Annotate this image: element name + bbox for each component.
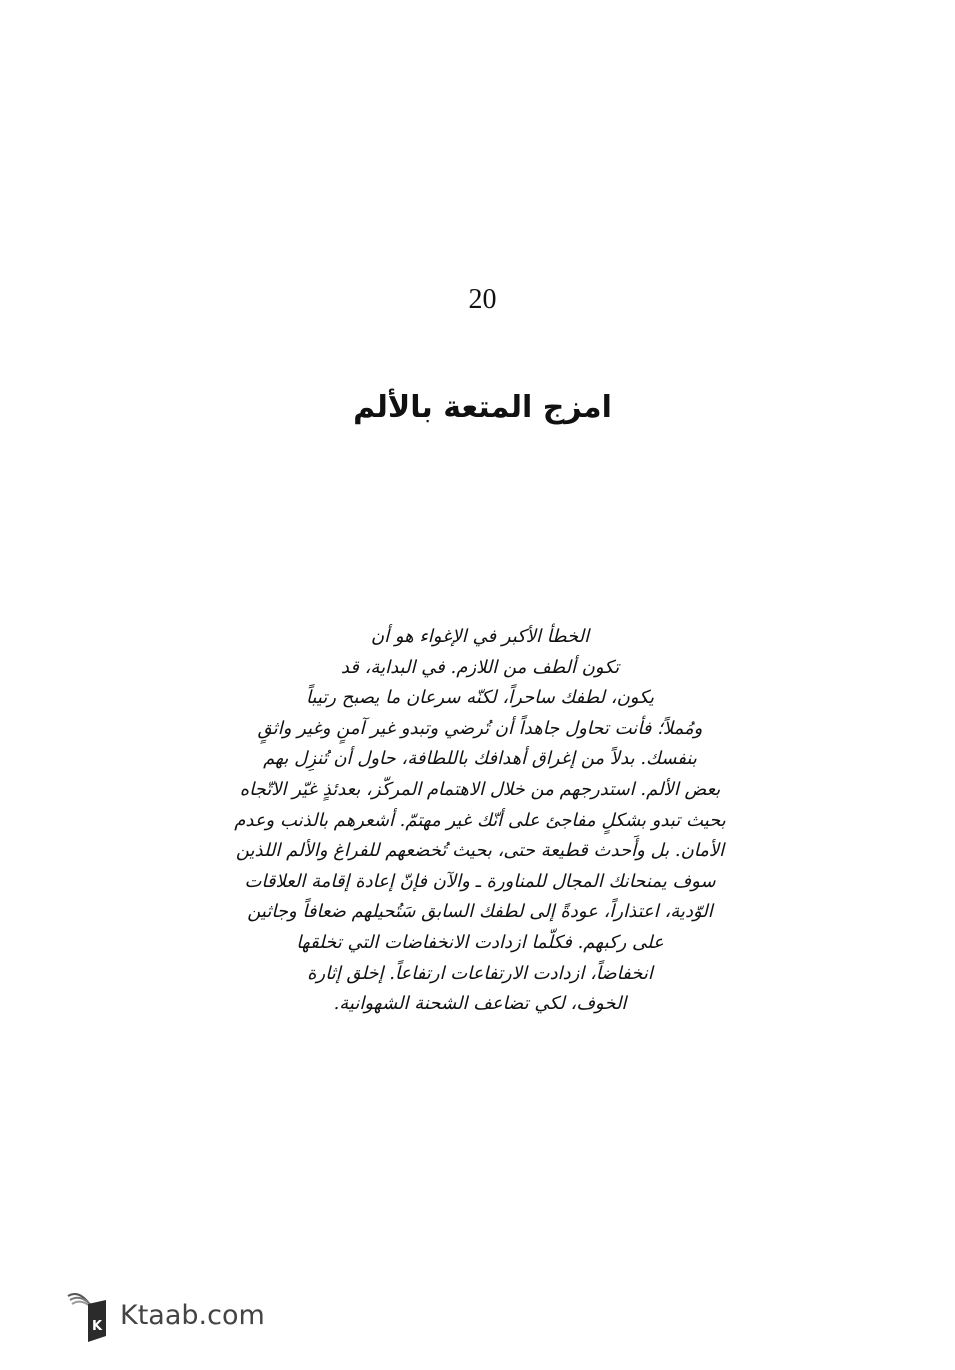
- text-line: بحيث تبدو بشكلٍ مفاجئ على أنّك غير مهتمّ. أشعرهم بالذنب وعدم: [234, 809, 726, 831]
- text-line: الأمان. بل وأَحدث قطيعة حتى، بحيث تُخضعهم للفراغ والألم اللذين: [235, 840, 725, 862]
- chapter-number: 20: [468, 284, 497, 315]
- book-icon: [66, 1290, 108, 1340]
- logo-letter: K: [91, 1319, 103, 1334]
- text-line: الوّدية، اعتذاراً، عودةً إلى لطفك السابق سَتُحيلهم ضعافاً وجاثين: [247, 901, 713, 923]
- ktaab-logo[interactable]: [66, 1290, 265, 1340]
- text-line: انخفاضاً، ازدادت الارتفاعات ارتفاعاً. إخلق إثارة: [307, 962, 653, 984]
- text-line: على ركبهم. فكلّما ازدادت الانخفاضات التي تخلقها: [296, 931, 664, 953]
- text-line: بنفسك. بدلاً من إغراق أهدافك باللطافة، حاول أن تُنزِل بهم: [263, 748, 697, 770]
- body-text: [200, 622, 760, 1020]
- text-line: بعض الألم. استدرجهم من خلال الاهتمام المركّز، بعدئذٍ غيّر الاتّجاه: [239, 778, 721, 800]
- text-line: الخوف، لكي تضاعف الشحنة الشهوانية.: [333, 993, 627, 1015]
- text-line: يكون، لطفك ساحراً، لكنّه سرعان ما يصبح رتيباً: [305, 687, 655, 709]
- site-name: Ktaab.com: [120, 1299, 265, 1331]
- text-line: سوف يمنحانك المجال للمناورة ـ والآن فإنّ إعادة إقامة العلاقات: [244, 870, 716, 892]
- chapter-title: امزج المتعة بالألم: [353, 390, 612, 425]
- text-line: ومُملاً؛ فأنت تحاول جاهداً أن تُرضي وتبدو غير آمنٍ وغير واثقٍ: [257, 717, 703, 739]
- text-line: تكون ألطف من اللازم. في البداية، قد: [340, 656, 620, 678]
- text-line: الخطأ الأكبر في الإغواء هو أن: [370, 626, 590, 647]
